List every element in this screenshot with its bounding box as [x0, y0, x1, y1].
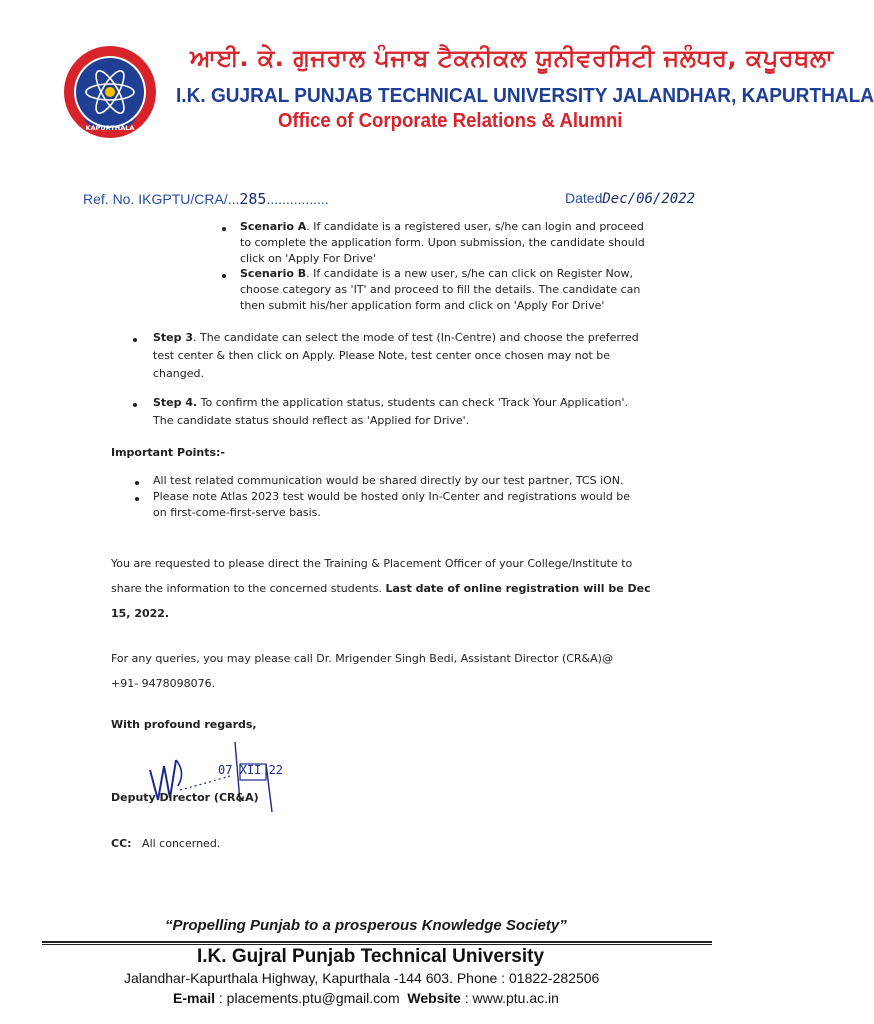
- reference-number: [83, 190, 329, 208]
- step-4: [153, 394, 673, 430]
- university-title-punjabi: ਆਈ. ਕੇ. ਗੁਜਰਾਲ ਪੰਜਾਬ ਟੈਕਨੀਕਲ ਯੂਨੀਵਰਸਿਟੀ ਜਲੰਧਰ, ਕਪੂਰਥਲਾ: [190, 44, 834, 72]
- step-4-line1: To confirm the application status, students can check 'Track Your Application'.: [197, 396, 628, 409]
- important-point-2-line1: Please note Atlas 2023 test would be hosted only In-Center and registrations would be: [153, 490, 631, 503]
- designation: [111, 790, 259, 806]
- step-3-title: Step 3: [153, 331, 193, 344]
- ref-dots-trailing: ................: [266, 191, 329, 207]
- footer-contact: [173, 990, 559, 1006]
- step-4-line2: The candidate status should reflect as 'Applied for Drive'.: [153, 414, 470, 427]
- important-point-2: [153, 489, 673, 521]
- important-heading: [111, 445, 225, 461]
- scenario-b-line3: then submit his/her application form and click on 'Apply For Drive': [240, 299, 605, 312]
- university-logo: [62, 44, 158, 140]
- bullet-icon: [222, 227, 226, 231]
- request-line1: You are requested to please direct the Training & Placement Officer of your College/Institute to: [111, 557, 633, 570]
- footer-divider-thin: [42, 944, 712, 945]
- queries-line1: For any queries, you may please call Dr. Mrigender Singh Bedi, Assistant Director (CR&A)@: [111, 652, 613, 665]
- cc-line: [111, 836, 220, 852]
- footer-university: I.K. Gujral Punjab Technical University: [197, 946, 545, 967]
- scenario-a-title: Scenario A: [240, 220, 307, 233]
- designation-text: Deputy Director (CR&A): [111, 791, 259, 804]
- deadline-date: 15, 2022.: [111, 607, 170, 620]
- queries-paragraph: [111, 646, 681, 696]
- step-3-line1: . The candidate can select the mode of test (In-Centre) and choose the preferred: [193, 331, 639, 344]
- bullet-icon: [222, 274, 226, 278]
- signature-date: 07 XII 22: [218, 763, 284, 777]
- cc-label: CC:: [111, 837, 132, 850]
- ref-number: 285: [239, 190, 267, 208]
- dated-value: Dec/06/2022: [602, 191, 696, 207]
- step-3-line2: test center & then click on Apply. Please Note, test center once chosen may not be: [153, 349, 611, 362]
- ref-dots: ...: [227, 191, 240, 207]
- scenario-b: [240, 266, 670, 314]
- email-value: : placements.ptu@gmail.com: [215, 990, 400, 1006]
- deadline-text: Last date of online registration will be Dec: [385, 582, 651, 595]
- important-point-2-line2: on first-come-first-serve basis.: [153, 506, 321, 519]
- scenario-a: [240, 219, 670, 267]
- scenario-b-line2: choose category as 'IT' and proceed to fill the details. The candidate can: [240, 283, 641, 296]
- scenario-b-title: Scenario B: [240, 267, 307, 280]
- important-point-1: All test related communication would be shared directly by our test partner, TCS iON.: [153, 474, 624, 487]
- website-label: Website: [407, 990, 461, 1006]
- cc-value: All concerned.: [142, 837, 221, 850]
- website-value: : www.ptu.ac.in: [460, 990, 559, 1006]
- footer-address: Jalandhar-Kapurthala Highway, Kapurthala -144 603. Phone : 01822-282506: [124, 970, 600, 986]
- bullet-icon: [133, 338, 137, 342]
- bullet-icon: [133, 403, 137, 407]
- scenario-a-line3: click on 'Apply For Drive': [240, 252, 376, 265]
- queries-phone: +91- 9478098076.: [111, 677, 216, 690]
- dated-label: Dated: [565, 190, 603, 206]
- university-title-english: I.K. GUJRAL PUNJAB TECHNICAL UNIVERSITY JALANDHAR, KAPURTHALA: [176, 84, 874, 107]
- date-line: [565, 190, 695, 207]
- logo-text: KAPURTHALA: [85, 124, 135, 132]
- request-paragraph: [111, 551, 671, 626]
- bullet-icon: [135, 497, 139, 501]
- step-3-line3: changed.: [153, 367, 204, 380]
- bullet-icon: [135, 481, 139, 485]
- slogan: “Propelling Punjab to a prosperous Knowledge Society”: [165, 917, 567, 934]
- scenario-a-text: . If candidate is a registered user, s/he can login and proceed: [306, 220, 644, 233]
- scenario-b-text: . If candidate is a new user, s/he can click on Register Now,: [306, 267, 634, 280]
- ref-label: Ref. No. IKGPTU/CRA/: [83, 191, 228, 207]
- request-line2: share the information to the concerned students.: [111, 582, 386, 595]
- important-heading-text: Important Points:-: [111, 446, 226, 459]
- regards: [111, 717, 257, 733]
- office-title: Office of Corporate Relations & Alumni: [278, 110, 623, 132]
- scenario-a-line2: to complete the application form. Upon submission, the candidate should: [240, 236, 645, 249]
- regards-text: With profound regards,: [111, 718, 257, 731]
- step-3: [153, 329, 673, 383]
- step-4-title: Step 4.: [153, 396, 198, 409]
- email-label: E-mail: [173, 990, 216, 1006]
